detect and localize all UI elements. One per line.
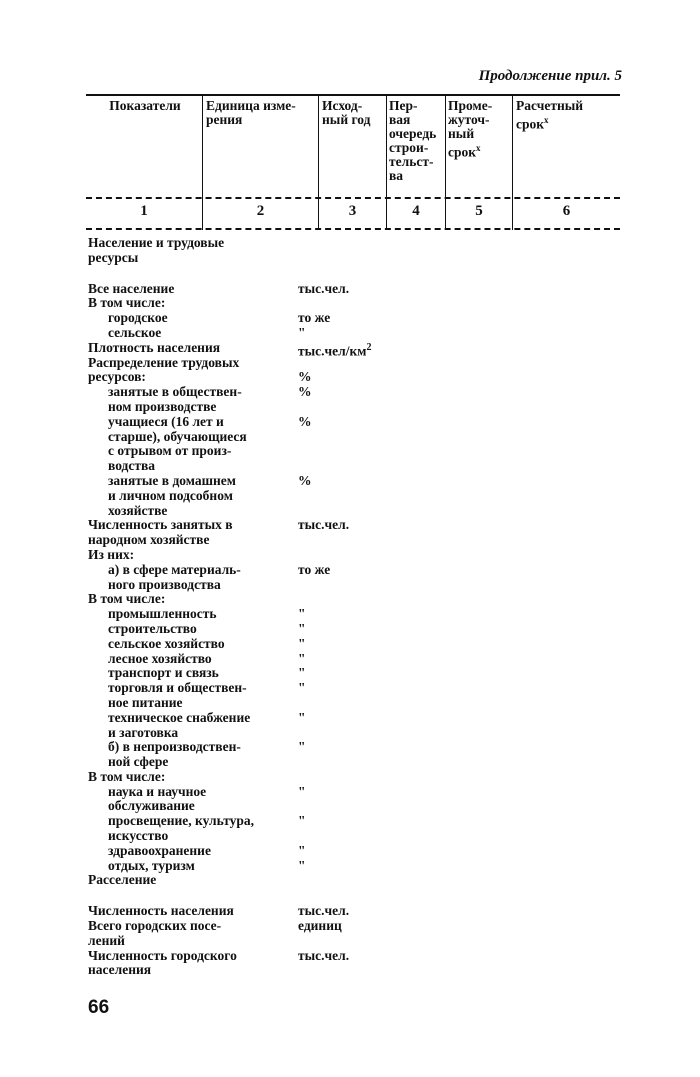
table-row [88,919,648,949]
row-unit: " [298,650,306,666]
table-row [88,637,648,652]
row-label: Численность городского населения [88,947,237,978]
row-label: промышленность [108,606,217,622]
row-unit: " [298,709,306,725]
row-unit: " [298,857,306,873]
page-number: 66 [88,997,110,1018]
table-row [88,873,648,888]
row-unit: " [298,324,306,340]
header-cell: Показатели [109,98,181,113]
row-unit: " [298,620,306,636]
table-row [88,844,648,859]
header-cell: Единица изме- рения [206,98,296,127]
row-label: отдых, туризм [108,857,195,873]
header-cell: Исход- ный год [322,98,371,127]
spacer [88,888,648,904]
table-row [88,740,648,770]
row-label: Население и трудовые ресурсы [88,235,225,265]
row-label: Все население [88,280,175,296]
table-row [88,949,648,979]
row-label: строительство [108,620,197,636]
table-row [88,859,648,874]
table-row [88,770,648,785]
row-label: транспорт и связь [108,665,219,681]
row-label: техническое снабжение и заготовка [108,709,251,740]
row-label: учащиеся (16 лет и старше), обучающиеся с отрывом от произ- водства [108,413,247,474]
table-row [88,385,648,415]
table-row [88,592,648,607]
header-cell: Проме- жуточ- ный срок$^x$ [448,98,493,160]
row-unit: " [298,842,306,858]
row-label: В том числе: [88,591,166,607]
table-row [88,296,648,311]
header-cell: Пер- вая очередь строи- тельст- ва [389,98,437,183]
row-label: занятые в домашнем и личном подсобном хозяйстве [108,472,236,518]
row-unit: % [298,384,312,400]
row-unit: % [298,369,312,385]
row-unit: % [298,413,312,429]
row-unit: " [298,813,306,829]
table-row [88,548,648,563]
row-label: сельское [108,324,162,340]
row-label: Всего городских посе- лений [88,918,222,948]
table-row [88,904,648,919]
table-row [88,518,648,548]
row-label: лесное хозяйство [108,650,212,666]
row-unit: % [298,472,312,488]
header-cell: Расчетный срок$^x$ [516,98,584,132]
table-row [88,711,648,741]
column-number: 2 [256,203,265,219]
row-label: Распределение трудовых ресурсов: [88,354,240,385]
table-row [88,415,648,474]
row-label: занятые в обществен- ном производстве [108,384,242,414]
row-label: сельское хозяйство [108,635,225,651]
row-label: наука и научное обслуживание [108,783,207,814]
header-bottom-rule [86,197,620,199]
row-unit: $тыс.чел/км^2$ [298,341,372,359]
table-row [88,652,648,667]
column-number: 1 [140,203,148,219]
row-label: просвещение, культура, искусство [108,813,255,844]
continuation-title: Продолжение прил. 5 [478,68,622,84]
spacer [88,266,648,282]
row-unit: " [298,739,306,755]
row-unit: " [298,635,306,651]
numbers-bottom-rule [86,228,620,230]
row-unit: тыс.чел. [298,947,350,963]
table-row [88,282,648,297]
row-label: Расселение [88,872,157,888]
row-unit: тыс.чел. [298,280,350,296]
table-top-rule [86,94,620,96]
row-label: б) в непроизводствен- ной сфере [108,739,241,770]
table-row [88,622,648,637]
row-unit: тыс.чел. [298,517,350,533]
row-label: В том числе: [88,295,166,311]
table-row [88,666,648,681]
table-row [88,356,648,386]
table-row [88,681,648,711]
row-label: городское [108,310,168,326]
column-number: 3 [348,203,357,219]
row-unit: то же [298,310,331,326]
row-label: торговля и обществен- ное питание [108,680,247,710]
row-unit: " [298,606,306,622]
row-unit: " [298,665,306,681]
row-label: Численность населения [88,903,234,919]
table-row [88,474,648,518]
table-row [88,785,648,815]
table-row [88,339,648,359]
column-number: 6 [562,203,571,219]
table-row [88,311,648,326]
row-label: а) в сфере материаль- ного производства [108,561,241,592]
table-row [88,236,648,266]
table-row [88,563,648,593]
row-label: В том числе: [88,768,166,784]
row-label: Из них: [88,546,135,562]
table-row [88,326,648,341]
row-label: здравоохранение [108,842,211,858]
table-row [88,814,648,844]
row-unit: " [298,783,306,799]
column-number: 4 [412,203,420,219]
row-unit: тыс.чел. [298,903,350,919]
table-row [88,607,648,622]
row-unit: то же [298,561,331,577]
row-unit: единиц [298,918,342,934]
row-unit: " [298,680,306,696]
table-body [88,236,648,978]
column-number: 5 [475,203,483,219]
row-label: Плотность населения [88,339,221,355]
row-label: Численность занятых в народном хозяйстве [88,517,233,548]
